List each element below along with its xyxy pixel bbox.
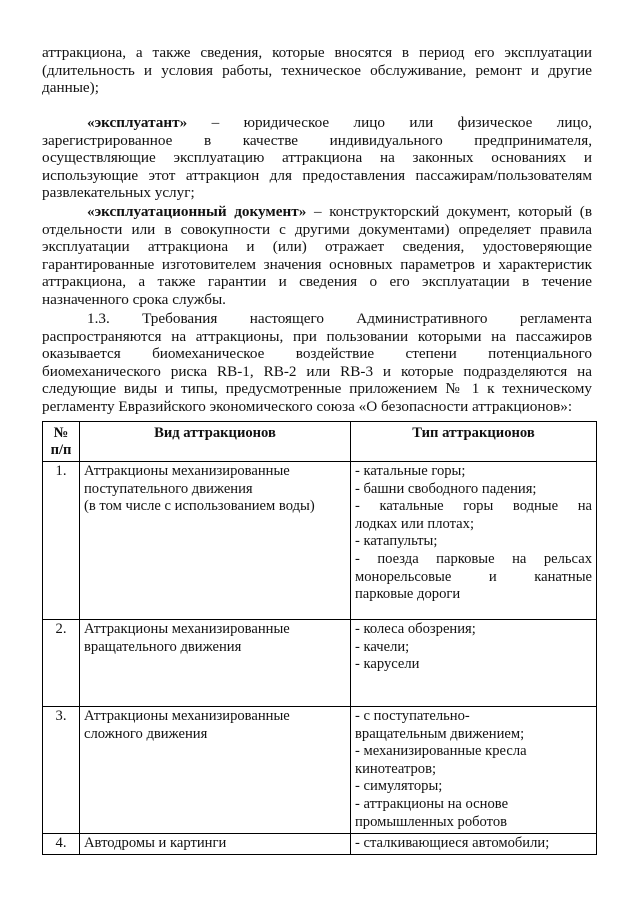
text-line: аттракциона, а также гарантии и сведения о его эксплуатации в течение: [42, 273, 592, 291]
text-line: монорельсовые и канатные: [355, 568, 592, 585]
text-line: - колеса обозрения;: [355, 621, 476, 637]
clause-1-3: [42, 310, 592, 416]
text-line: - качели;: [355, 638, 410, 655]
text-line: - катапульты;: [355, 533, 438, 550]
text-line: сложного движения: [84, 725, 208, 742]
text-line: вращательным движением;: [355, 725, 525, 742]
text-line: распространяются на аттракционы, при пользовании которыми на пассажиров: [42, 327, 592, 345]
text-line: использующие этот аттракцион для предоставления пассажирам/пользователям: [42, 166, 592, 184]
row-types: [351, 620, 597, 707]
row-types: [351, 462, 597, 620]
text-line: Аттракционы механизированные: [84, 463, 290, 479]
text-line: лодках или плотах;: [355, 515, 475, 532]
text-line: - катальные горы;: [355, 463, 466, 479]
row-kind: [80, 707, 351, 834]
table-header-row: [43, 422, 597, 462]
text-line: - механизированные кресла: [355, 743, 527, 760]
text-line: регламенту Евразийского экономического союза «О безопасности аттракционов»:: [42, 397, 573, 415]
text-line: - поезда парковые на рельсах: [355, 550, 592, 567]
text-line: поступательного движения: [84, 480, 253, 497]
text-line: - катальные горы водные на: [355, 498, 592, 515]
table-row: [43, 707, 597, 834]
text-line: - сталкивающиеся автомобили;: [355, 835, 550, 851]
definition-operator: [42, 114, 592, 202]
text-line: данные);: [42, 79, 99, 97]
text-line: осуществляющие эксплуатацию аттракциона на законных основаниях и: [42, 149, 592, 167]
row-number: 4.: [43, 834, 80, 855]
text-line: промышленных роботов: [355, 813, 508, 830]
row-kind: [80, 462, 351, 620]
text-line: Аттракционы механизированные: [84, 621, 290, 637]
text-line: отдельности или в совокупности с другими документами) определяет правила: [42, 220, 592, 238]
definition-text: – конструкторский документ, который (в: [306, 203, 593, 220]
text-line: 1.3. Требования настоящего Административного регламента: [87, 310, 592, 327]
row-types: [351, 707, 597, 834]
row-types: [351, 834, 597, 855]
row-kind: [80, 620, 351, 707]
definition-document: [42, 203, 592, 309]
text-line: назначенного срока службы.: [42, 290, 226, 308]
text-line: кинотеатров;: [355, 760, 437, 777]
text-line: развлекательных услуг;: [42, 184, 195, 202]
text-line: - карусели: [355, 656, 420, 673]
table-row: [43, 620, 597, 707]
row-number: 2.: [43, 620, 80, 707]
text-line: - башни свободного падения;: [355, 480, 537, 497]
defined-term: «эксплуатант»: [87, 114, 188, 131]
intro-paragraph: [42, 44, 592, 97]
definition-text: – юридическое лицо или физическое лицо,: [187, 114, 592, 131]
text-line: (в том числе с использованием воды): [84, 498, 315, 515]
text-line: биомеханического риска RB-1, RB-2 или RB-3 и которые подразделяются на: [42, 362, 592, 380]
header-type: Тип аттракционов: [351, 422, 597, 462]
row-number: 3.: [43, 707, 80, 834]
text-line: вращательного движения: [84, 638, 242, 655]
text-line: - симуляторы;: [355, 778, 443, 795]
text-line: Автодромы и картинги: [84, 835, 227, 851]
attractions-table: [42, 421, 597, 855]
header-number: № п/п: [43, 422, 80, 462]
text-line: - с поступательно-: [355, 708, 470, 724]
row-number: 1.: [43, 462, 80, 620]
text-line: [42, 203, 592, 221]
text-line: зарегистрированное в качестве индивидуального предпринимателя,: [42, 131, 592, 149]
text-line: Аттракционы механизированные: [84, 708, 290, 724]
header-kind: Вид аттракционов: [80, 422, 351, 462]
text-line: [42, 114, 592, 132]
text-line: аттракциона, а также сведения, которые вносятся в период его эксплуатации: [42, 44, 592, 61]
text-line: эксплуатации аттракциона и (или) отражает сведения, удостоверяющие: [42, 238, 592, 256]
text-line: парковые дороги: [355, 586, 461, 603]
table-row: [43, 834, 597, 855]
text-line: (длительность и условия работы, техническое обслуживание, ремонт и другие: [42, 61, 592, 79]
text-line: следующие виды и типы, предусмотренные приложением № 1 к техническому: [42, 380, 592, 398]
text-line: оказывается биомеханическое воздействие степени потенциального: [42, 345, 592, 363]
text-line: - аттракционы на основе: [355, 795, 509, 812]
text-line: гарантированные изготовителем значения основных параметров и характеристик: [42, 255, 592, 273]
row-kind: [80, 834, 351, 855]
table-row: [43, 462, 597, 620]
defined-term: «эксплуатационный документ»: [87, 203, 307, 220]
